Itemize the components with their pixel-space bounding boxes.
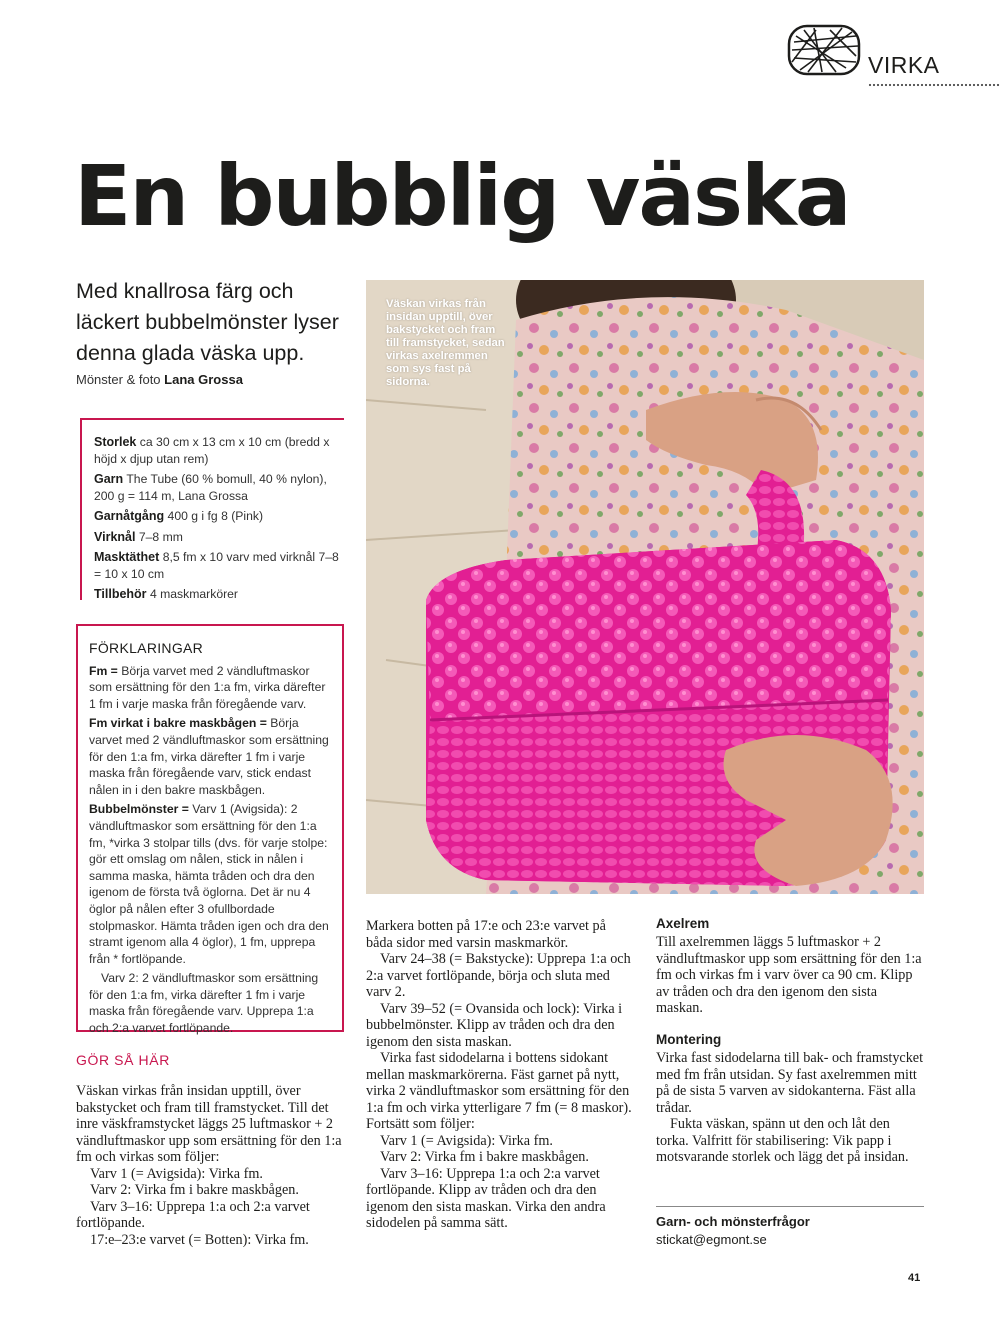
page-number: 41 xyxy=(908,1272,921,1284)
fact-yarn: Garn The Tube (60 % bomull, 40 % nylon), 200 g = 114 m, Lana Grossa xyxy=(94,472,327,503)
montering-text xyxy=(656,1050,924,1166)
credit xyxy=(76,372,243,387)
instruction-paragraph: Varv 1 (= Avigsida): Virka fm. xyxy=(90,1165,263,1182)
explanation-fm: Fm = Börja varvet med 2 vändluftmaskor som ersättning för den 1:a fm, virka därefter 1 fm i varje maska från föregående varv. xyxy=(89,663,326,711)
yarn-ball-icon xyxy=(786,22,864,80)
instruction-paragraph: Virka fast sidodelarna i bottens sidokant mellan maskmarkörerna. Fäst garnet på nytt, virka 2 vändluftmaskor som ersättning för den 1:a fm och virka ytterligare 7 fm (= 8 maskor). Fortsätt som följer: xyxy=(366,1050,632,1132)
fact-hook: Virknål 7–8 mm xyxy=(94,529,183,544)
contact-email[interactable]: stickat@egmont.se xyxy=(656,1232,767,1247)
fact-accessories: Tillbehör 4 maskmarkörer xyxy=(94,587,238,601)
section-label: VIRKA xyxy=(868,52,940,78)
photo-caption: Väskan virkas från insidan upptill, över bakstycket och fram till framstycket, sedan virkas axelremmen som sys fast på sidorna. xyxy=(386,298,505,388)
instruction-paragraph: Varv 2: Virka fm i bakre maskbågen. xyxy=(90,1182,299,1198)
explanations-title: FÖRKLARINGAR xyxy=(89,640,204,656)
instruction-paragraph: Varv 3–16: Upprepa 1:a och 2:a varvet fortlöpande. xyxy=(76,1198,310,1231)
contact-divider xyxy=(656,1206,924,1207)
explanations-box xyxy=(76,624,344,1036)
instruction-paragraph: Varv 2: Virka fm i bakre maskbågen. xyxy=(380,1149,589,1165)
fact-gauge: Masktäthet 8,5 fm x 10 varv med virknål 7–8 = 10 x 10 cm xyxy=(94,550,339,581)
instructions-column-1 xyxy=(76,1083,342,1248)
credit-label: Mönster & foto xyxy=(76,372,161,387)
axelrem-text: Till axelremmen läggs 5 luftmaskor + 2 vändluftmaskor upp som ersättning för den 1:a fm och virkas fm i varv över ca 90 cm. Klipp av tråden och dra den igenom den sista maskan. xyxy=(656,934,922,1016)
montering-paragraph: Fukta väskan, spänn ut den och låt den torka. Valfritt för stabilisering: Vik papp i motsvarande storlek och lägg det på insidan. xyxy=(656,1116,909,1165)
headline: En bubblig väska xyxy=(74,147,850,245)
section-tag xyxy=(784,22,1000,88)
fact-yarn-amount: Garnåtgång 400 g i fg 8 (Pink) xyxy=(94,509,264,523)
instructions-title: GÖR SÅ HÄR xyxy=(76,1052,170,1068)
explanation-bubble-pattern: Bubbelmönster = Varv 1 (Avigsida): 2 vändluftmaskor som ersättning för den 1:a fm, *virka 3 stolpar tills (dvs. för varje stolpe: gör ett omslag om nålen, stick in nålen i samma maska, hämta tråden och dra den igenom de första två öglorna. Det är nu 4 öglor på nålen efter 3 ofullbordade stolpmaskor. Hämta tråden igen och dra den stramt igenom alla 4 öglor), 1 fm, upprepa från * fortlöpande. xyxy=(89,802,329,966)
facts-box xyxy=(80,418,344,600)
section-dotted-rule xyxy=(868,83,1000,87)
instruction-paragraph: Varv 24–38 (= Bakstycke): Upprepa 1:a och 2:a varvet fortlöpande, börja och sluta med varv 2. xyxy=(366,951,631,1000)
intro-text: Med knallrosa färg och läckert bubbelmönster lyser denna glada väska upp. xyxy=(76,279,339,365)
instruction-paragraph: Varv 39–52 (= Ovansida och lock): Virka i bubbelmönster. Klipp av tråden och dra den igenom den sista maskan. xyxy=(366,1000,623,1050)
explanation-bubble-row2: Varv 2: 2 vändluftmaskor som ersättning för den 1:a fm, virka därefter 1 fm i varje maska från föregående varv. Upprepa 1:a och 2:a varvet fortlöpande. xyxy=(89,971,319,1036)
instruction-paragraph: Väskan virkas från insidan upptill, över bakstycket och fram till framstycket. Till det inre väskframstycket läggs 25 luftmaskor + 2 vändluftmaskor upp som ersättning för den 1:a fm och virkas som följer: xyxy=(76,1083,342,1165)
instructions-column-2 xyxy=(366,918,632,1232)
axelrem-title: Axelrem xyxy=(656,916,710,931)
credit-name: Lana Grossa xyxy=(164,372,243,387)
contact-title: Garn- och mönsterfrågor xyxy=(656,1214,810,1229)
explanation-fm-back-loop: Fm virkat i bakre maskbågen = Börja varvet med 2 vändluftmaskor som ersättning för den 1:a fm, virka därefter 1 fm i varje maska från föregående varv, stick endast nålen in i den bakre maskbågen. xyxy=(89,716,329,797)
montering-title: Montering xyxy=(656,1032,722,1047)
instruction-paragraph: Varv 1 (= Avigsida): Virka fm. xyxy=(380,1132,553,1149)
instruction-paragraph: 17:e–23:e varvet (= Botten): Virka fm. xyxy=(90,1231,309,1248)
instruction-paragraph: Markera botten på 17:e och 23:e varvet på båda sidor med varsin maskmarkör. xyxy=(366,918,606,951)
fact-size: Storlek ca 30 cm x 13 cm x 10 cm (bredd x höjd x djup utan rem) xyxy=(94,435,330,466)
bag-photo xyxy=(366,280,924,894)
instruction-paragraph: Varv 3–16: Upprepa 1:a och 2:a varvet fortlöpande. Klipp av tråden och dra den igenom den sista maskan. Virka den andra sidodelen på samma sätt. xyxy=(366,1165,606,1231)
montering-paragraph: Virka fast sidodelarna till bak- och framstycket med fm från utsidan. Sy fast axelremmen mitt på de sista 5 varven av sidokanterna. Fäst alla trådar. xyxy=(656,1050,924,1116)
